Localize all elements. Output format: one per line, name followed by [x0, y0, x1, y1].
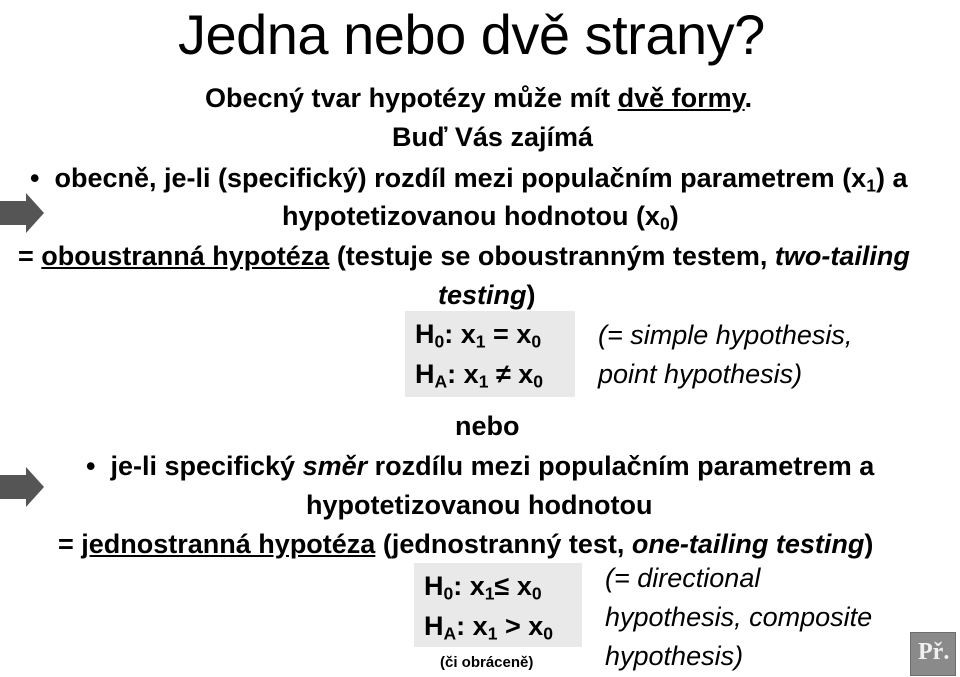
- h0-lhs: : x: [444, 319, 476, 349]
- subscript: 1: [475, 331, 486, 352]
- two-sided-line-2-end: ): [669, 201, 679, 231]
- subscript: 0: [659, 213, 670, 234]
- subscript: 1: [487, 623, 498, 644]
- bullet: •: [86, 451, 96, 481]
- subscript: 1: [866, 175, 876, 196]
- one-sided-note-2: hypothesis, composite: [605, 602, 873, 632]
- two-tailing-term: two-tailing: [774, 241, 910, 271]
- intro-text: [205, 83, 752, 114]
- h-symbol: H: [415, 319, 435, 349]
- two-sided-hypothesis-term: oboustranná hypotéza: [41, 241, 330, 271]
- one-sided-line-1-end: rozdílu mezi populačním parametrem a: [367, 451, 875, 481]
- subscript: 0: [443, 583, 454, 604]
- ha-relation: > x: [497, 611, 544, 641]
- one-sided-line-3: [58, 529, 873, 560]
- testing-term: testing: [438, 280, 527, 310]
- two-sided-ha: [415, 359, 543, 390]
- two-sided-line-2: [282, 201, 679, 232]
- one-sided-line-1: [86, 451, 874, 482]
- one-sided-h0: [424, 571, 542, 602]
- example-button-label: Př.: [918, 639, 950, 665]
- two-sided-line-1: [30, 163, 907, 194]
- two-sided-line-1-text: obecně, je-li (specifický) rozdíl mezi populačním parametrem (x: [54, 163, 867, 193]
- subscript: 0: [434, 331, 445, 352]
- one-sided-line-2: hypotetizovanou hodnotou: [306, 490, 653, 520]
- subscript: A: [443, 623, 457, 644]
- equals-sign: =: [18, 241, 42, 271]
- subscript: 1: [484, 583, 495, 604]
- one-sided-hypothesis-term: jednostranná hypotéza: [81, 529, 376, 559]
- lead-text: Buď Vás zajímá: [392, 122, 593, 152]
- subscript: A: [434, 371, 448, 392]
- arrow-right-icon: [0, 467, 46, 507]
- two-sided-note-2: point hypothesis): [598, 359, 803, 389]
- ha-relation: ≠ x: [488, 359, 534, 389]
- h0-relation: ≤ x: [494, 571, 532, 601]
- h0-lhs: : x: [453, 571, 485, 601]
- ha-lhs: : x: [447, 359, 479, 389]
- bullet: •: [30, 163, 40, 193]
- h-symbol: H: [424, 611, 444, 641]
- ha-lhs: : x: [456, 611, 488, 641]
- one-sided-note-1: (= directional: [605, 563, 761, 593]
- two-sided-line-3: [18, 241, 910, 272]
- subscript: 0: [543, 623, 554, 644]
- two-sided-note-1: (= simple hypothesis,: [598, 320, 853, 350]
- subscript: 0: [533, 371, 544, 392]
- h0-relation: = x: [485, 319, 532, 349]
- one-sided-note-3: hypothesis): [605, 641, 744, 671]
- one-tailing-term: one-tailing testing: [631, 529, 865, 559]
- one-sided-line-1-text: je-li specifický: [110, 451, 303, 481]
- intro-prefix: Obecný tvar hypotézy může mít: [205, 83, 618, 113]
- two-sided-line-4: [438, 280, 536, 311]
- h-symbol: H: [415, 359, 435, 389]
- one-sided-ha: [424, 611, 553, 642]
- two-sided-line-3-text: (testuje se oboustranným testem,: [329, 241, 775, 271]
- two-sided-h0: [415, 319, 541, 350]
- closing-paren: ): [526, 280, 536, 310]
- reverse-note: (či obráceně): [440, 654, 534, 671]
- one-sided-line-3-text: (jednostranný test,: [375, 529, 632, 559]
- closing-paren: ): [864, 529, 874, 559]
- direction-term: směr: [302, 451, 368, 481]
- intro-suffix: .: [744, 83, 753, 113]
- two-sided-line-1-end: ) a: [875, 163, 908, 193]
- subscript: 0: [531, 331, 542, 352]
- example-button[interactable]: [910, 632, 956, 676]
- subscript: 0: [531, 583, 542, 604]
- or-word: nebo: [455, 411, 520, 441]
- arrow-right-icon: [0, 193, 46, 233]
- h-symbol: H: [424, 571, 444, 601]
- two-sided-line-2-text: hypotetizovanou hodnotou (x: [282, 201, 660, 231]
- intro-underlined: dvě formy: [617, 83, 745, 113]
- subscript: 1: [478, 371, 489, 392]
- slide-title: Jedna nebo dvě strany?: [178, 3, 765, 66]
- equals-sign: =: [58, 529, 82, 559]
